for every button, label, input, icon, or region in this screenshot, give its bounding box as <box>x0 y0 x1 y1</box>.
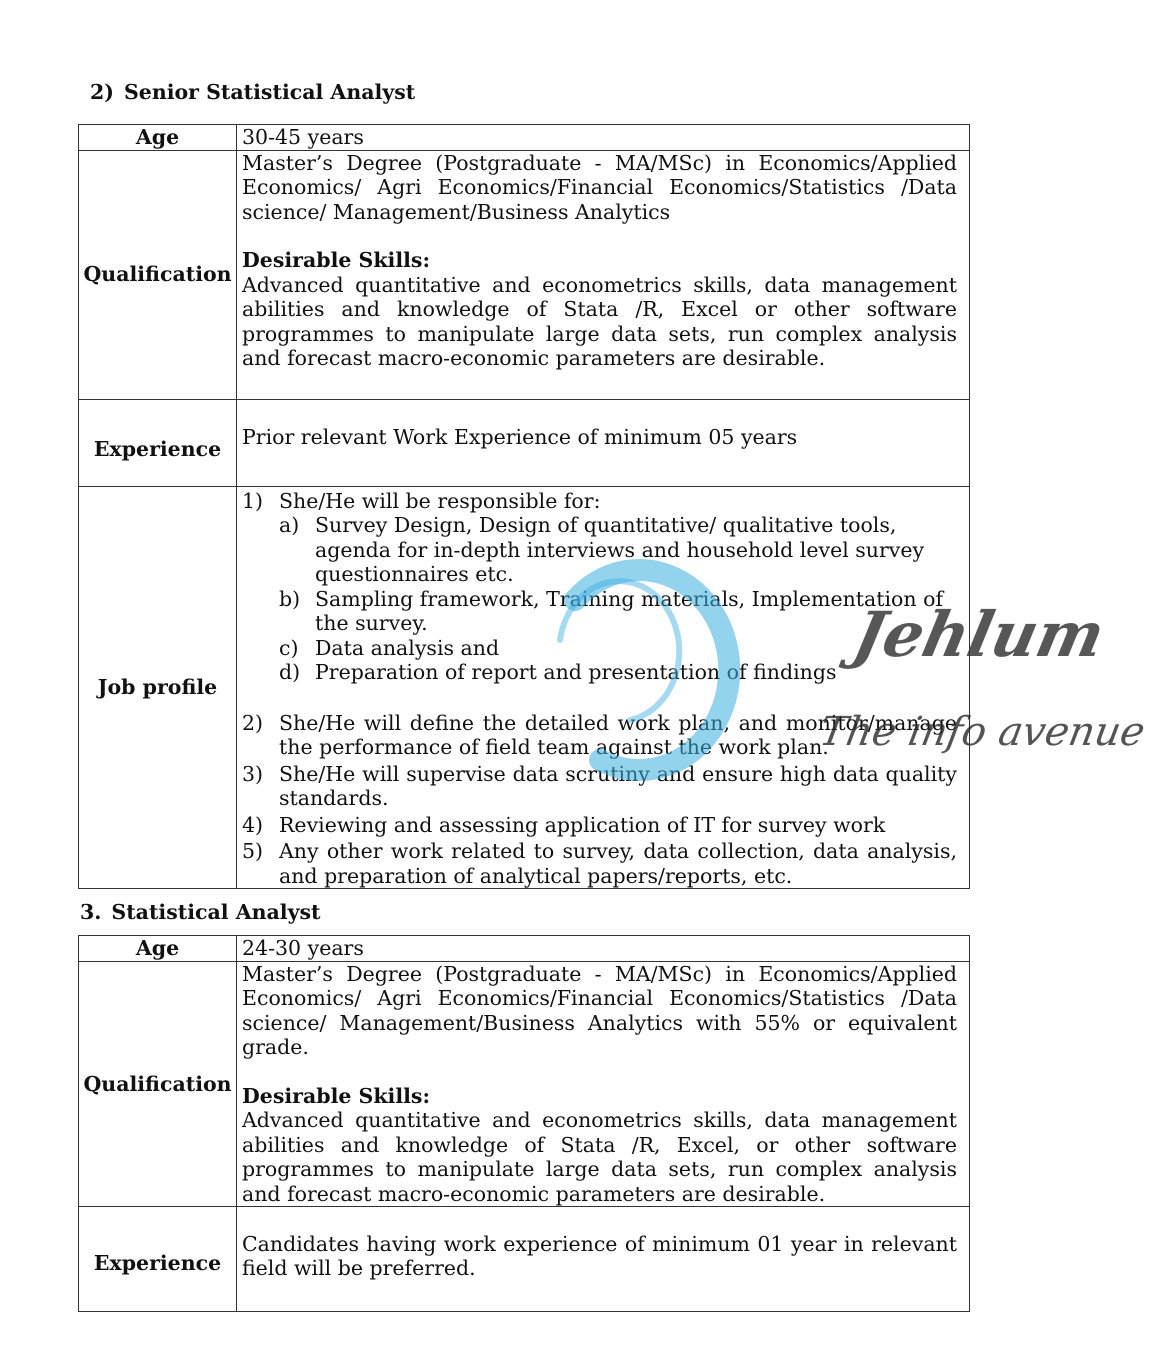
sub-list-item <box>279 513 957 587</box>
sub-list-marker: a) <box>279 513 300 537</box>
table-row <box>79 150 970 399</box>
experience-value: Candidates having work experience of minimum 01 year in relevant field will be preferred. <box>237 1207 970 1312</box>
sub-list-item-text: Preparation of report and presentation of findings <box>315 660 837 684</box>
sub-list-item <box>279 660 957 685</box>
section-number: 2) <box>90 80 114 104</box>
list-item-text: Reviewing and assessing application of IT for survey work <box>279 812 886 837</box>
desirable-skills-heading: Desirable Skills: <box>242 1083 431 1108</box>
table-row <box>79 1207 970 1312</box>
list-marker: 3) <box>242 761 264 786</box>
section-title: Statistical Analyst <box>111 900 321 924</box>
list-item <box>242 813 957 838</box>
age-value: 30-45 years <box>237 125 970 151</box>
job-profile-sublist <box>279 513 957 685</box>
section-title: Senior Statistical Analyst <box>123 80 416 104</box>
table-row <box>79 399 970 486</box>
sub-list-item-text: Sampling framework, Training materials, Implementation of the survey. <box>315 586 944 635</box>
sub-list-item-text: Survey Design, Design of quantitative/ qualitative tools, agenda for in-depth interviews and household level survey questionnaires etc. <box>315 513 925 586</box>
list-marker: 2) <box>242 710 264 735</box>
qualification-cell <box>237 150 970 399</box>
watermark-tagline: The info avenue <box>815 709 1149 755</box>
qualification-label: Qualification <box>79 961 237 1207</box>
qualification-degree: Master’s Degree (Postgraduate - MA/MSc) in Economics/Applied Economics/ Agri Economics/Financial Economics/Statistics /Data science/ Management/Business Analytics with 55% or equivalent grade. <box>242 961 957 1059</box>
list-item-text: She/He will be responsible for: <box>279 488 601 513</box>
list-marker: 1) <box>242 488 264 513</box>
list-item <box>242 711 957 760</box>
section-number: 3. <box>80 900 102 924</box>
desirable-skills-heading: Desirable Skills: <box>242 248 431 272</box>
list-item <box>242 762 957 811</box>
sub-list-marker: c) <box>279 635 299 660</box>
job-profile-list <box>242 489 957 889</box>
list-item <box>242 839 957 888</box>
list-item-text: Any other work related to survey, data collection, data analysis, and preparation of analytical papers/reports, etc. <box>279 839 957 888</box>
statistical-analyst-table <box>78 935 970 1312</box>
sub-list-marker: b) <box>279 586 301 611</box>
sub-list-item-text: Data analysis and <box>315 635 500 660</box>
table-row <box>79 125 970 151</box>
list-marker: 4) <box>242 812 264 837</box>
section-heading-statistical-analyst <box>80 900 321 925</box>
senior-statistical-analyst-table <box>78 124 970 889</box>
desirable-skills-text: Advanced quantitative and econometrics skills, data management abilities and knowledge of Stata /R, Excel, or other software programmes to manipulate large data sets, run complex analysis and forecast macro-economic parameters are desirable. <box>242 1108 957 1206</box>
qualification-degree: Master’s Degree (Postgraduate - MA/MSc) in Economics/Applied Economics/ Agri Economics/Financial Economics/Statistics /Data science/ Management/Business Analytics <box>242 150 957 224</box>
qualification-label: Qualification <box>79 150 237 399</box>
sub-list-item <box>279 587 957 636</box>
job-profile-cell <box>237 486 970 889</box>
age-label: Age <box>79 936 237 962</box>
experience-label: Experience <box>79 1207 237 1312</box>
section-heading-senior-statistical-analyst <box>90 80 415 105</box>
table-row <box>79 936 970 962</box>
qualification-cell <box>237 961 970 1207</box>
sub-list-marker: d) <box>279 660 301 684</box>
age-value: 24-30 years <box>237 936 970 962</box>
table-row <box>79 486 970 889</box>
list-marker: 5) <box>242 839 264 863</box>
desirable-skills-text: Advanced quantitative and econometrics skills, data management abilities and knowledge of Stata /R, Excel or other software programmes to manipulate large data sets, run complex analysis and forecast macro-economic parameters are desirable. <box>242 272 957 370</box>
list-item-text: She/He will define the detailed work plan, and monitor/manage the performance of field team against the work plan. <box>279 710 957 759</box>
sub-list-item <box>279 636 957 661</box>
list-item-text: She/He will supervise data scrutiny and ensure high data quality standards. <box>279 761 957 810</box>
table-row <box>79 961 970 1207</box>
experience-label: Experience <box>79 399 237 486</box>
watermark-brand: Jehlum <box>847 598 1111 671</box>
experience-value: Prior relevant Work Experience of minimum 05 years <box>237 399 970 486</box>
job-profile-label: Job profile <box>79 486 237 889</box>
age-label: Age <box>79 125 237 151</box>
list-item <box>242 489 957 685</box>
